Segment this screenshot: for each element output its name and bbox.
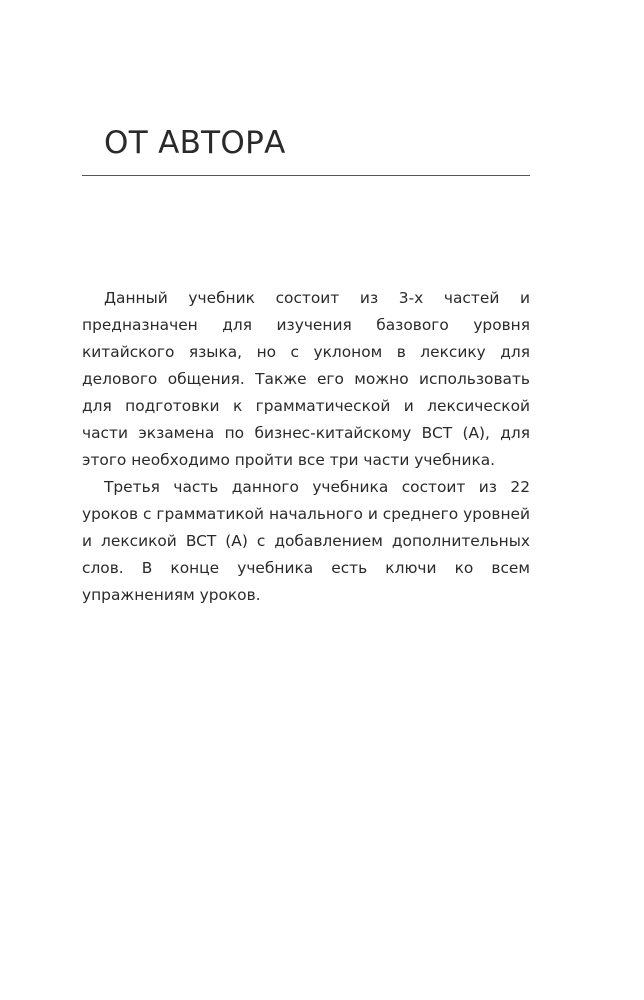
paragraph-2: Третья часть данного учебника состоит из 22 уроков с грамматикой начального и среднего уровней и лексикой BCT (A) с добавлением дополнительных слов. В конце учебника есть ключи ко всем упражнениям уроков. bbox=[82, 478, 530, 604]
page-heading: ОТ АВТОРА bbox=[104, 125, 286, 161]
heading-divider bbox=[82, 175, 530, 176]
paragraph-1: Данный учебник состоит из 3-х частей и предназначен для изучения базового уровня китайского языка, но с уклоном в лексику для делового общения. Также его можно использовать для подготовки к грамматической и лексической части экзамена по бизнес-китайскому BCT (A), для этого необходимо пройти все три части учебника. bbox=[82, 289, 530, 469]
body-text bbox=[82, 285, 530, 609]
